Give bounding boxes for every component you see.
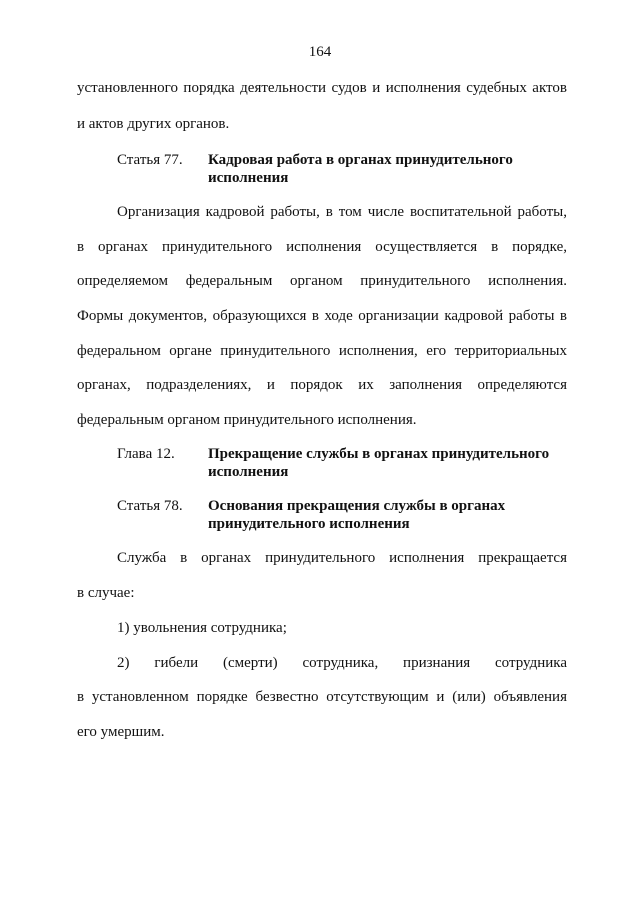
- article-label: Статья 77.: [117, 152, 183, 168]
- text-line: установленного порядка деятельности судов и исполнения судебных актов: [77, 80, 567, 96]
- text-line: федеральным органом принудительного исполнения.: [77, 412, 417, 428]
- text-line: в органах принудительного исполнения осуществляется в порядке,: [77, 239, 567, 255]
- text-line: его умершим.: [77, 724, 165, 740]
- article-label: Статья 78.: [117, 498, 183, 514]
- chapter-title-line: Прекращение службы в органах принудительного: [208, 446, 550, 462]
- text-line: 2) гибели (смерти) сотрудника, признания сотрудника: [117, 655, 567, 671]
- article-title-line: Кадровая работа в органах принудительного: [208, 152, 513, 168]
- article-title-line: принудительного исполнения: [208, 516, 410, 532]
- text-line: в установленном порядке безвестно отсутствующим и (или) объявления: [77, 689, 567, 705]
- chapter-label: Глава 12.: [117, 446, 175, 462]
- text-line: федеральном органе принудительного исполнения, его территориальных: [77, 343, 567, 359]
- text-line: и актов других органов.: [77, 116, 230, 132]
- article-title-line: исполнения: [208, 170, 289, 186]
- text-line: Служба в органах принудительного исполнения прекращается: [117, 550, 567, 566]
- text-line: Формы документов, образующихся в ходе организации кадровой работы в: [77, 308, 567, 324]
- text-line: органах, подразделениях, и порядок их заполнения определяются: [77, 377, 567, 393]
- text-line: определяемом федеральным органом принудительного исполнения.: [77, 273, 567, 289]
- list-item: 1) увольнения сотрудника;: [117, 620, 287, 636]
- text-line: Организация кадровой работы, в том числе воспитательной работы,: [117, 204, 567, 220]
- chapter-title-line: исполнения: [208, 464, 289, 480]
- text-line: в случае:: [77, 585, 135, 601]
- article-title-line: Основания прекращения службы в органах: [208, 498, 506, 514]
- page-number: 164: [308, 44, 332, 60]
